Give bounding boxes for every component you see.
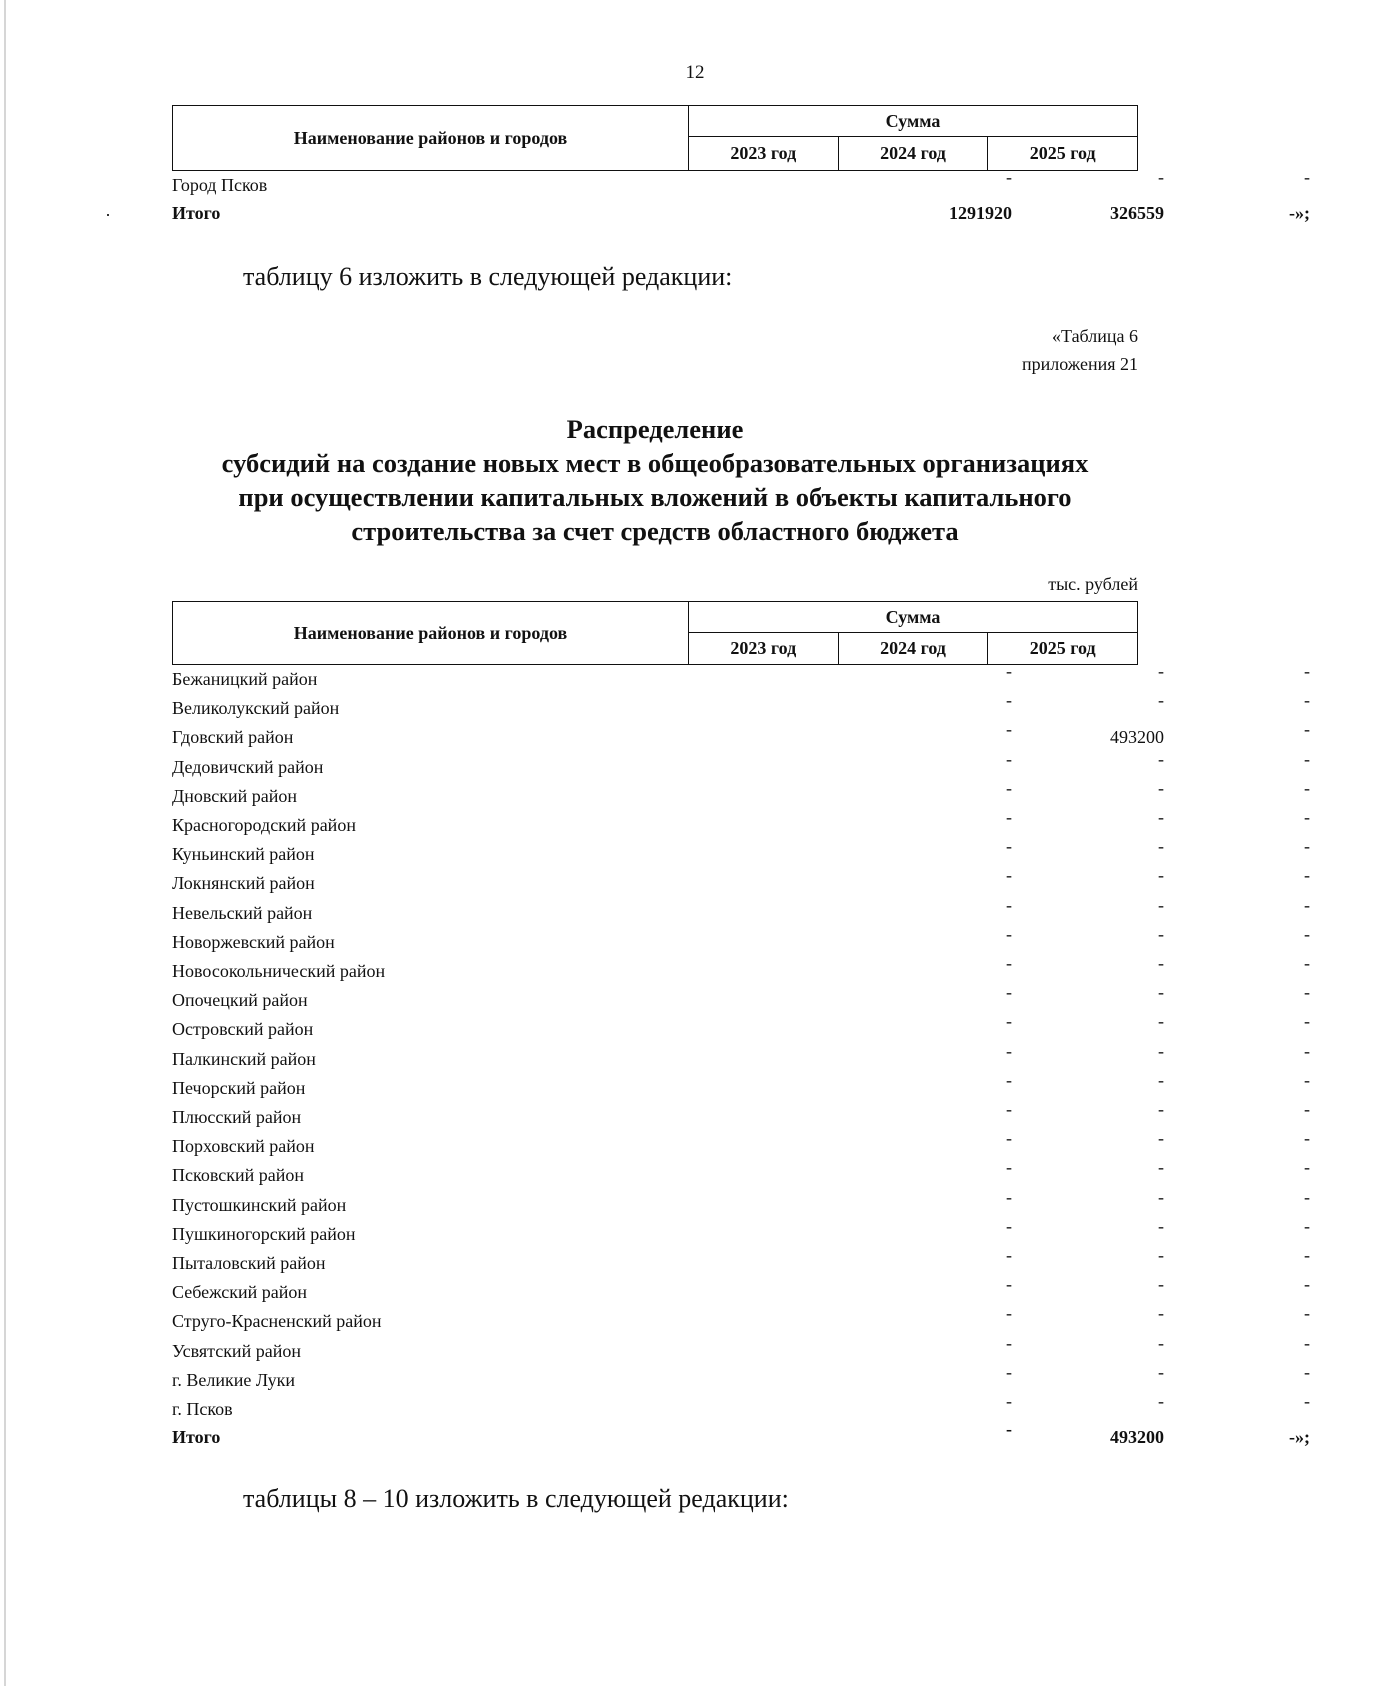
value-2023: -	[1006, 865, 1012, 886]
row-name: г. Псков	[172, 1399, 233, 1419]
value-2025: -	[1304, 719, 1310, 740]
value-2025: -	[1304, 777, 1310, 798]
table-row	[172, 167, 1310, 201]
row-name: Струго-Красненский район	[172, 1311, 382, 1332]
value-2024: -	[1158, 953, 1164, 973]
instruction-table6: таблицу 6 изложить в следующей редакции:	[243, 262, 733, 291]
value-2023: -	[1006, 1215, 1012, 1236]
scan-edge	[4, 0, 6, 1686]
value-2025: -	[1304, 1215, 1310, 1236]
value-2024: -	[1158, 167, 1164, 187]
value-2023: -	[1006, 1419, 1012, 1439]
value-2023: -	[1006, 167, 1012, 187]
column-header-name: Наименование районов и городов	[173, 602, 689, 664]
value-2024: -	[1158, 1011, 1164, 1032]
column-header-sum: Сумма	[689, 106, 1137, 137]
row-name: Красногородский район	[172, 815, 356, 835]
value-2023: -	[1006, 777, 1012, 798]
column-header-2023: 2023 год	[689, 633, 839, 664]
value-2023: -	[1006, 1245, 1012, 1265]
value-2023: -	[1006, 1303, 1012, 1324]
value-2025: -	[1304, 982, 1310, 1003]
value-2025: -	[1304, 865, 1310, 886]
scan-speck	[107, 214, 109, 216]
table6-reference-line1: «Таблица 6	[1052, 326, 1138, 346]
page-number: 12	[685, 62, 705, 83]
row-name: Опочецкий район	[172, 990, 308, 1011]
value-2024: -	[1158, 807, 1164, 827]
value-2025: -	[1304, 1391, 1310, 1411]
value-2023: -	[1006, 690, 1012, 711]
value-2024: -	[1158, 690, 1164, 711]
value-2025: -	[1304, 1186, 1310, 1207]
value-2025: -	[1304, 1157, 1310, 1178]
table6-title-line: строительства за счет средств областного бюджета	[351, 516, 959, 546]
row-name: Пустошкинский район	[172, 1194, 347, 1215]
value-2024: -	[1158, 1157, 1164, 1178]
value-2025: -»;	[1289, 203, 1310, 223]
value-2024: -	[1158, 748, 1164, 769]
table6-reference-line2: приложения 21	[1021, 354, 1138, 374]
column-header-2024: 2024 год	[839, 137, 989, 170]
row-name: Бежаницкий район	[172, 669, 318, 689]
value-2025: -	[1304, 167, 1310, 187]
value-2024: -	[1158, 1361, 1164, 1382]
row-name: Островский район	[172, 1019, 314, 1040]
value-2024: -	[1158, 1215, 1164, 1236]
value-2025: -	[1304, 1069, 1310, 1090]
value-2023: -	[1006, 1069, 1012, 1090]
column-header-2025: 2025 год	[1029, 638, 1096, 658]
value-2023: -	[1006, 748, 1012, 769]
row-name: Локнянский район	[172, 873, 315, 894]
table6-title-line: при осуществлении капитальных вложений в объекты капитального	[238, 482, 1072, 512]
row-name: Великолукский район	[172, 698, 340, 719]
row-name: Пыталовский район	[172, 1253, 326, 1273]
row-name: Новоржевский район	[172, 931, 335, 952]
value-2025: -	[1304, 1245, 1310, 1265]
value-2023: -	[1006, 661, 1012, 681]
value-2025: -»;	[1289, 1427, 1310, 1447]
row-name: Плюсский район	[172, 1107, 302, 1127]
value-2023: -	[1006, 1332, 1012, 1353]
row-name: Гдовский район	[172, 727, 294, 748]
value-2024: -	[1158, 894, 1164, 915]
row-name: Итого	[172, 1427, 221, 1447]
row-name: Город Псков	[172, 175, 268, 195]
row-name: Куньинский район	[172, 844, 315, 865]
table6-title-line: субсидий на создание новых мест в общеобразовательных организациях	[221, 448, 1089, 478]
value-2023: -	[1006, 1361, 1012, 1382]
value-2024: -	[1158, 1245, 1164, 1265]
value-2025: -	[1304, 836, 1310, 857]
column-header-2024: 2024 год	[839, 633, 989, 664]
value-2023: -	[1006, 1099, 1012, 1119]
table-top-header	[172, 105, 1138, 171]
value-2023: -	[1006, 1391, 1012, 1411]
value-2023: -	[1006, 807, 1012, 827]
value-2025: -	[1304, 1040, 1310, 1061]
value-2025: -	[1304, 1011, 1310, 1032]
value-2025: -	[1304, 953, 1310, 973]
row-name: Невельский район	[172, 902, 313, 923]
row-name: Порховский район	[172, 1136, 315, 1157]
row-name: Псковский район	[172, 1165, 304, 1186]
row-name: Итого	[172, 203, 221, 223]
value-2024: -	[1158, 1099, 1164, 1119]
value-2025: -	[1304, 894, 1310, 915]
value-2025: -	[1304, 661, 1310, 681]
row-name: Новосокольнический район	[172, 961, 386, 981]
total-row	[172, 1419, 1310, 1453]
value-2024: -	[1158, 865, 1164, 886]
row-name: Себежский район	[172, 1282, 307, 1303]
value-2025: -	[1304, 1099, 1310, 1119]
column-header-name: Наименование районов и городов	[173, 106, 689, 170]
total-row	[172, 200, 1310, 229]
value-2023: -	[1006, 1040, 1012, 1061]
value-2024: -	[1158, 1303, 1164, 1324]
value-2024: -	[1158, 661, 1164, 681]
value-2023: -	[1006, 836, 1012, 857]
value-2023: -	[1006, 923, 1012, 944]
value-2024: -	[1158, 1332, 1164, 1353]
value-2023: -	[1006, 894, 1012, 915]
row-name: Усвятский район	[172, 1340, 301, 1361]
table6-header	[172, 601, 1138, 665]
value-2024: 326559	[1110, 203, 1164, 223]
value-2024: -	[1158, 1274, 1164, 1295]
value-2023: -	[1006, 1128, 1012, 1149]
row-name: Дедовичский район	[172, 756, 324, 777]
value-2025: -	[1304, 1128, 1310, 1149]
value-2025: -	[1304, 1274, 1310, 1295]
value-2023: -	[1006, 1186, 1012, 1207]
value-2025: -	[1304, 923, 1310, 944]
value-2024: -	[1158, 923, 1164, 944]
column-header-2023: 2023 год	[689, 137, 839, 170]
value-2024: -	[1158, 1391, 1164, 1411]
value-2024: 493200	[1110, 727, 1164, 748]
value-2023: -	[1006, 1011, 1012, 1032]
value-2025: -	[1304, 748, 1310, 769]
row-name: Палкинский район	[172, 1048, 316, 1069]
value-2025: -	[1304, 807, 1310, 827]
table6-title	[172, 412, 1138, 548]
value-2024: -	[1158, 982, 1164, 1003]
value-2025: -	[1304, 690, 1310, 711]
value-2023: -	[1006, 982, 1012, 1003]
value-2023: 1291920	[949, 203, 1012, 223]
value-2024: -	[1158, 836, 1164, 857]
row-name: г. Великие Луки	[172, 1369, 295, 1390]
value-2024: -	[1158, 777, 1164, 798]
row-name: Пушкиногорский район	[172, 1223, 356, 1244]
value-2024: -	[1158, 1186, 1164, 1207]
units-label: тыс. рублей	[1048, 574, 1138, 594]
value-2025: -	[1304, 1361, 1310, 1382]
value-2025: -	[1304, 1332, 1310, 1353]
value-2024: -	[1158, 1069, 1164, 1090]
value-2024: 493200	[1110, 1427, 1164, 1447]
row-name: Дновский район	[172, 785, 298, 806]
value-2023: -	[1006, 719, 1012, 740]
value-2024: -	[1158, 1128, 1164, 1149]
value-2023: -	[1006, 1157, 1012, 1178]
column-header-sum: Сумма	[689, 602, 1137, 633]
table6-title-line: Распределение	[566, 414, 744, 444]
value-2023: -	[1006, 1274, 1012, 1295]
instruction-tables8-10: таблицы 8 – 10 изложить в следующей редакции:	[243, 1484, 789, 1513]
row-name: Печорский район	[172, 1077, 306, 1098]
column-header-2025: 2025 год	[1029, 143, 1096, 163]
value-2023: -	[1006, 953, 1012, 973]
value-2025: -	[1304, 1303, 1310, 1324]
value-2024: -	[1158, 1040, 1164, 1061]
